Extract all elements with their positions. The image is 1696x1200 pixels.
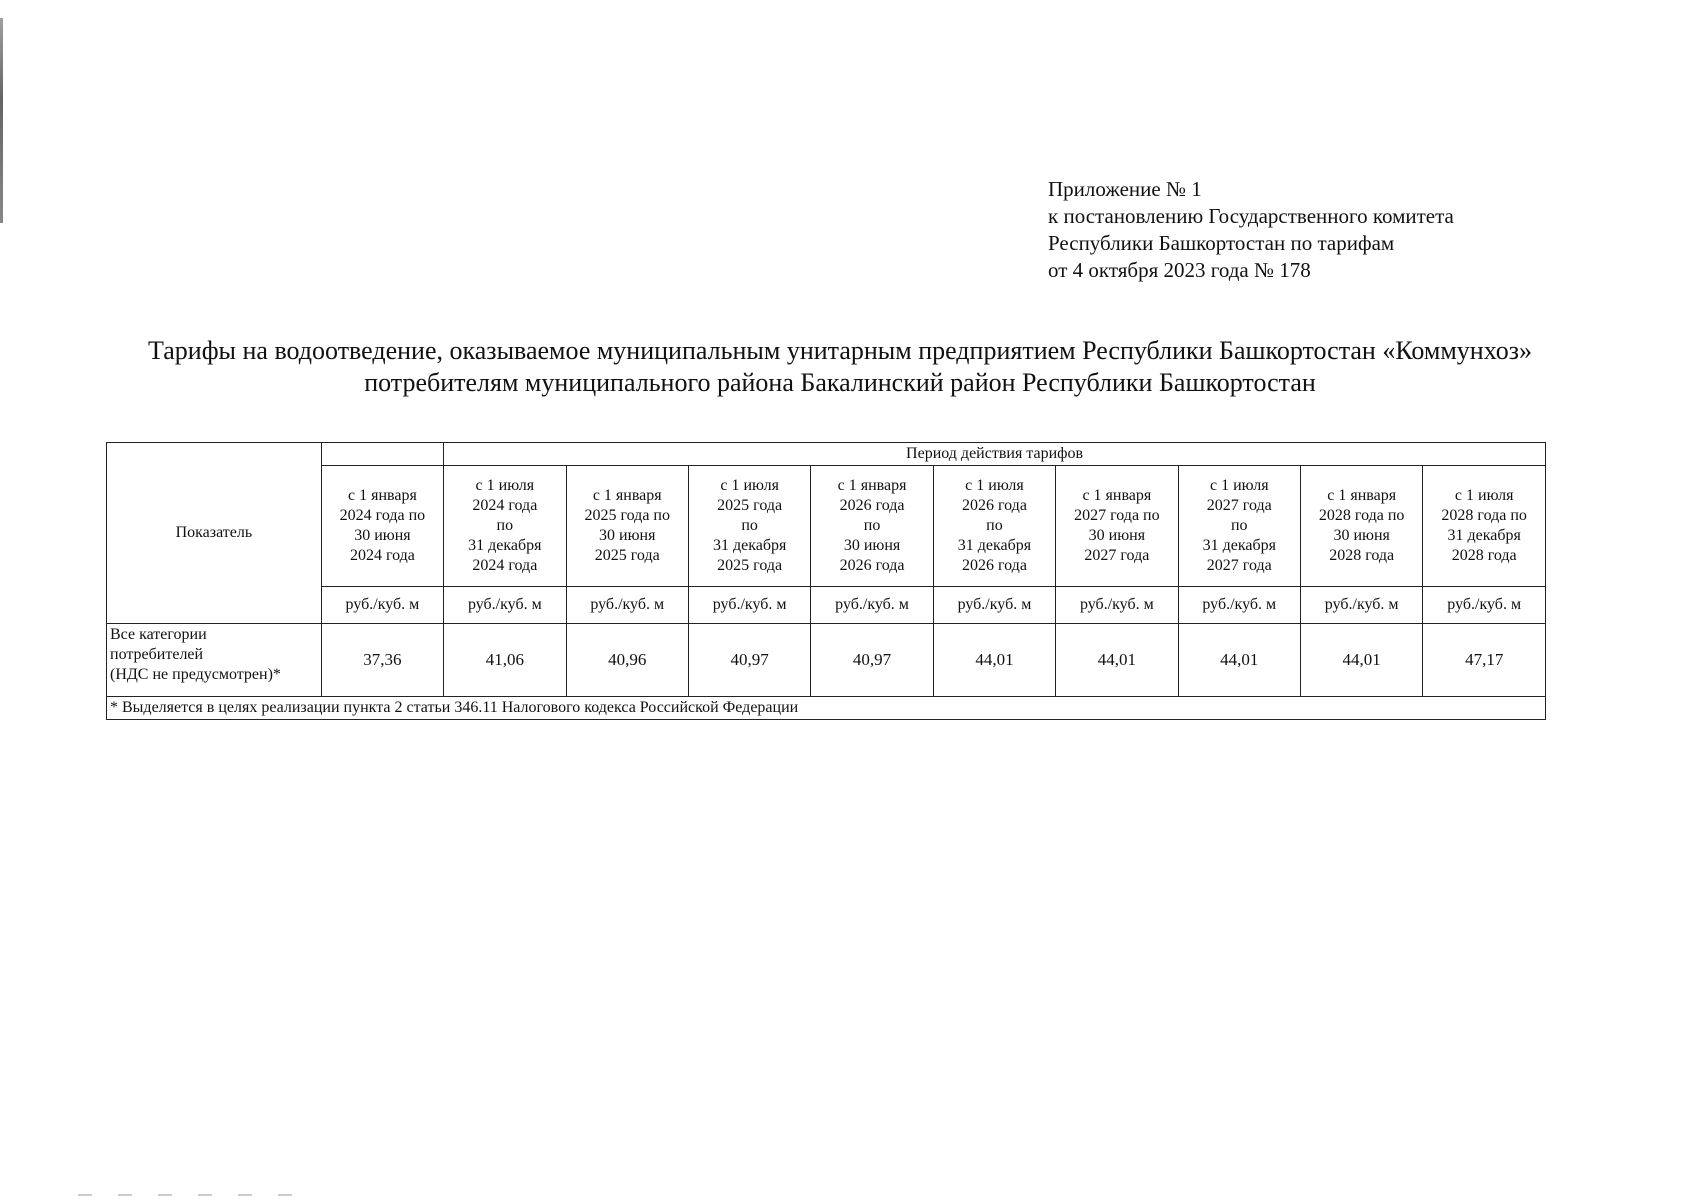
indicator-header: Показатель — [107, 443, 322, 624]
appendix-line: к постановлению Государственного комитета — [1048, 204, 1454, 228]
period-line: 2026 года — [839, 497, 905, 514]
tariff-value-cell: 44,01 — [1056, 624, 1178, 697]
period-line: 2027 года — [1206, 557, 1272, 574]
period-line: 31 декабря — [712, 537, 787, 554]
period-cell — [688, 466, 810, 587]
period-line: 2027 года по — [1074, 507, 1160, 524]
period-line: по — [741, 517, 758, 534]
tariff-value-cell: 41,06 — [444, 624, 566, 697]
period-line: 2025 года — [717, 557, 783, 574]
period-line: 30 июня — [1088, 527, 1146, 544]
tariff-value-cell: 44,01 — [933, 624, 1055, 697]
period-line: 2024 года — [472, 497, 538, 514]
period-line: 2028 года — [1329, 547, 1395, 564]
unit-cell: руб./куб. м — [1300, 587, 1422, 624]
scan-edge-mark — [0, 18, 3, 223]
data-row — [107, 624, 1546, 697]
unit-cell: руб./куб. м — [811, 587, 933, 624]
period-line: по — [863, 517, 881, 534]
header-row-dates — [107, 466, 1546, 587]
period-line: 31 декабря — [1447, 527, 1521, 544]
period-line: по — [986, 517, 1003, 534]
period-cell — [1300, 466, 1422, 587]
unit-cell: руб./куб. м — [321, 587, 443, 624]
unit-cell: руб./куб. м — [566, 587, 688, 624]
period-line: 2028 года — [1451, 547, 1517, 564]
tariff-value-cell: 47,17 — [1423, 624, 1546, 697]
scan-bottom-marks — [78, 1194, 318, 1196]
period-line: 2024 года по — [339, 507, 426, 524]
period-line: по — [496, 517, 514, 534]
period-line: 2024 года — [349, 547, 415, 564]
unit-cell: руб./куб. м — [444, 587, 566, 624]
period-line: 30 июня — [354, 527, 411, 544]
period-line: 30 июня — [599, 527, 656, 544]
period-line: 2028 года по — [1441, 507, 1527, 524]
unit-cell: руб./куб. м — [1178, 587, 1300, 624]
period-line: 30 июня — [843, 537, 901, 554]
period-cell — [444, 466, 566, 587]
period-line: с 1 июля — [475, 477, 535, 494]
period-line: с 1 января — [348, 487, 417, 504]
period-line: с 1 июля — [720, 477, 779, 494]
period-line: 2025 года по — [584, 507, 670, 524]
period-cell — [1178, 466, 1300, 587]
period-line: 2026 года — [961, 557, 1027, 574]
period-line: с 1 июля — [965, 477, 1024, 494]
category-cell — [107, 624, 322, 697]
category-line: Все категории — [110, 626, 207, 643]
tariff-value-cell: 40,96 — [566, 624, 688, 697]
period-cell — [1056, 466, 1178, 587]
period-cell — [566, 466, 688, 587]
period-cell — [1423, 466, 1546, 587]
period-line: 2025 года — [594, 547, 660, 564]
unit-cell: руб./куб. м — [1056, 587, 1178, 624]
period-line: с 1 января — [1327, 487, 1397, 504]
appendix-line: Приложение № 1 — [1048, 177, 1202, 201]
period-cell — [321, 466, 443, 587]
category-line: потребителей — [110, 646, 204, 663]
period-line: по — [1230, 517, 1248, 534]
appendix-block — [1048, 176, 1454, 284]
period-line: 31 декабря — [957, 537, 1032, 554]
period-line: 2028 года по — [1318, 507, 1405, 524]
unit-cell: руб./куб. м — [688, 587, 810, 624]
footnote-row — [107, 697, 1546, 720]
tariff-value-cell: 40,97 — [688, 624, 810, 697]
period-line: 2027 года — [1206, 497, 1272, 514]
period-line: 31 декабря — [468, 537, 542, 554]
blank-header-cell — [321, 443, 443, 466]
period-header: Период действия тарифов — [444, 443, 1546, 466]
category-line: (НДС не предусмотрен)* — [110, 666, 281, 683]
period-line: 2026 года — [839, 557, 905, 574]
title-line-1: Тарифы на водоотведение, оказываемое муниципальным унитарным предприятием Республики Башкортостан «Коммунхоз» — [148, 336, 1532, 365]
unit-cell: руб./куб. м — [1423, 587, 1546, 624]
period-line: 2026 года — [961, 497, 1027, 514]
period-line: 30 июня — [1333, 527, 1390, 544]
period-line: с 1 января — [837, 477, 907, 494]
document-title — [60, 335, 1620, 399]
title-line-2: потребителям муниципального района Бакалинский район Республики Башкортостан — [364, 368, 1316, 397]
tariff-value-cell: 37,36 — [321, 624, 443, 697]
period-line: 31 декабря — [1202, 537, 1276, 554]
appendix-line: от 4 октября 2023 года № 178 — [1048, 258, 1311, 282]
period-line: с 1 января — [1082, 487, 1152, 504]
tariff-value-cell: 40,97 — [811, 624, 933, 697]
period-line: с 1 июля — [1454, 487, 1514, 504]
appendix-line: Республики Башкортостан по тарифам — [1048, 231, 1395, 255]
period-line: с 1 января — [592, 487, 662, 504]
period-line: 2025 года — [717, 497, 783, 514]
period-cell — [811, 466, 933, 587]
tariff-value-cell: 44,01 — [1300, 624, 1422, 697]
period-line: 2027 года — [1084, 547, 1150, 564]
period-line: 2024 года — [472, 557, 538, 574]
header-row-period — [107, 443, 1546, 466]
period-cell — [933, 466, 1055, 587]
unit-cell: руб./куб. м — [933, 587, 1055, 624]
period-line: с 1 июля — [1209, 477, 1269, 494]
tariff-table — [106, 442, 1546, 720]
tariff-value-cell: 44,01 — [1178, 624, 1300, 697]
header-row-units — [107, 587, 1546, 624]
footnote: * Выделяется в целях реализации пункта 2 статьи 346.11 Налогового кодекса Российской Федерации — [107, 697, 1546, 720]
